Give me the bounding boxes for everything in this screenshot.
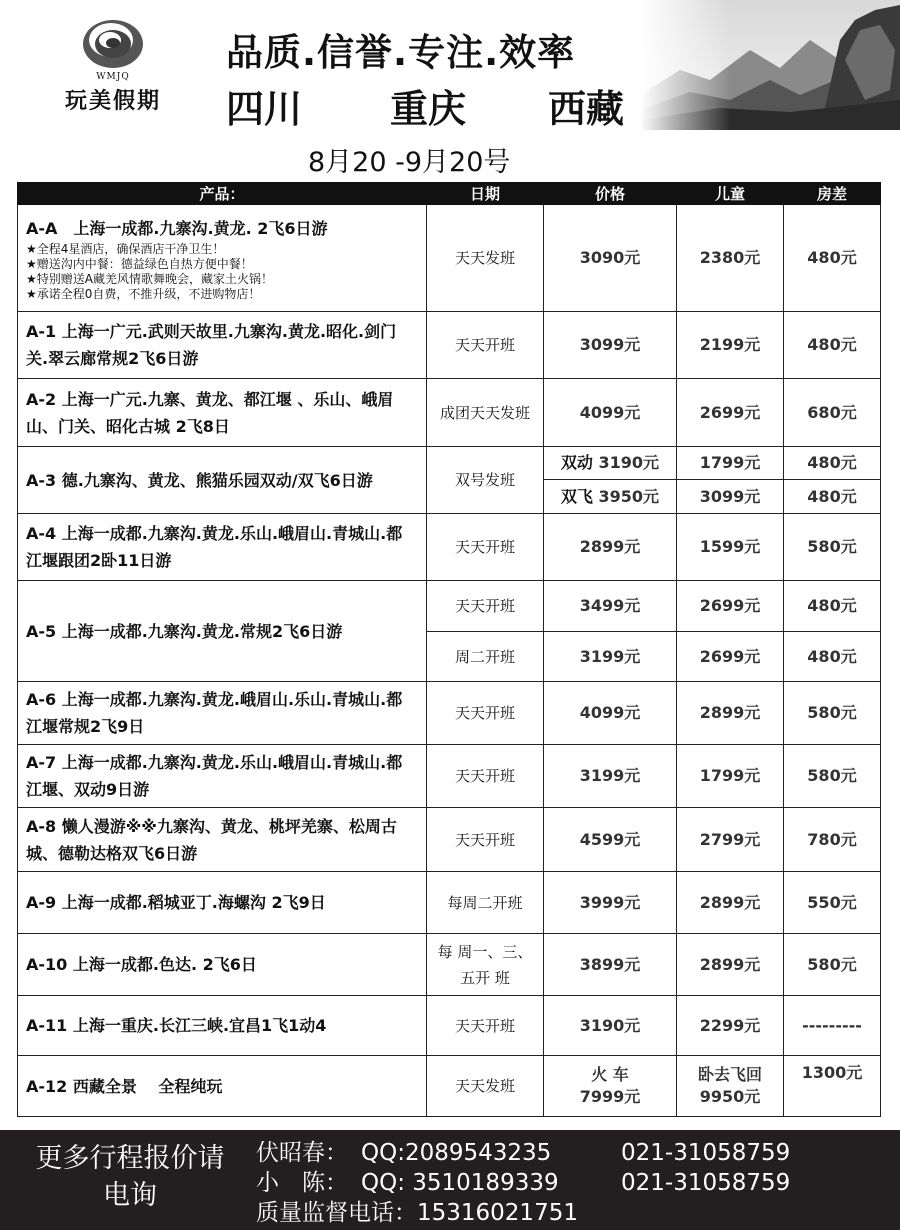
product-title: A-4 上海一成都.九寨沟.黄龙.乐山.峨眉山.青城山.都江堰跟团2卧11日游 bbox=[18, 514, 427, 581]
product-title: A-8 懒人漫游※※九寨沟、黄龙、桃坪羌寨、松周古城、德勒达格双飞6日游 bbox=[18, 808, 427, 872]
contact-name: 小 陈： bbox=[256, 1170, 348, 1196]
child-price-cell: 2199元 bbox=[677, 312, 784, 379]
price-cell: 3199元 bbox=[544, 745, 677, 808]
table-row bbox=[18, 1056, 881, 1117]
price-value: 7999元 bbox=[579, 1087, 641, 1106]
header-room-diff: 房差 bbox=[784, 183, 881, 205]
contact-phone: 021-31058759 bbox=[621, 1140, 791, 1166]
room-diff-cell: 580元 bbox=[784, 745, 881, 808]
price-cell bbox=[544, 447, 677, 480]
table-row bbox=[18, 808, 881, 872]
quality-label: 质量监督电话： bbox=[256, 1200, 417, 1226]
quality-line bbox=[256, 1198, 578, 1228]
table-row bbox=[18, 447, 881, 480]
table-row bbox=[18, 745, 881, 808]
contact-line bbox=[256, 1168, 790, 1198]
product-title: A-A 上海一成都.九寨沟.黄龙. 2飞6日游 bbox=[26, 218, 328, 238]
price-cell: 4599元 bbox=[544, 808, 677, 872]
product-cell bbox=[18, 205, 427, 312]
child-price-cell: 2899元 bbox=[677, 872, 784, 934]
slogan: 品质.信誉.专注.效率 bbox=[226, 31, 576, 74]
child-price-cell: 3099元 bbox=[677, 480, 784, 514]
child-price-cell: 2699元 bbox=[677, 581, 784, 632]
product-note: ★承诺全程0自费，不推升级，不进购物店！ bbox=[26, 286, 261, 301]
product-title: A-1 上海一广元.武则天故里.九寨沟.黄龙.昭化.剑门关.翠云廊常规2飞6日游 bbox=[18, 312, 427, 379]
price-value: 3190元 bbox=[598, 453, 660, 472]
header-product: 产品： bbox=[18, 183, 427, 205]
table-row bbox=[18, 312, 881, 379]
price-cell bbox=[544, 480, 677, 514]
price-label: 火 车 bbox=[591, 1065, 629, 1084]
contact-line bbox=[256, 1138, 790, 1168]
date-cell: 天天开班 bbox=[427, 312, 544, 379]
room-diff-cell: 480元 bbox=[784, 312, 881, 379]
date-cell: 双号发班 bbox=[427, 447, 544, 514]
room-diff-cell: 480元 bbox=[784, 205, 881, 312]
price-cell: 3999元 bbox=[544, 872, 677, 934]
product-title: A-2 上海一广元.九寨、黄龙、都江堰 、乐山、峨眉山、门关、昭化古城 2飞8日 bbox=[18, 379, 427, 447]
child-price-value: 9950元 bbox=[699, 1087, 761, 1106]
room-diff-cell: 580元 bbox=[784, 682, 881, 745]
child-price-cell: 1599元 bbox=[677, 514, 784, 581]
room-diff-cell: 480元 bbox=[784, 480, 881, 514]
child-price-label: 卧去飞回 bbox=[697, 1065, 762, 1084]
logo-chinese-text: 玩美假期 bbox=[64, 88, 161, 114]
table-header-row bbox=[18, 183, 881, 205]
price-cell bbox=[544, 1056, 677, 1117]
regions bbox=[226, 78, 624, 133]
footer bbox=[0, 1130, 900, 1230]
region-chongqing: 重庆 bbox=[390, 87, 467, 131]
table-row bbox=[18, 205, 881, 312]
header bbox=[0, 0, 900, 180]
region-tibet: 西藏 bbox=[548, 87, 625, 131]
mountain-scenery-image bbox=[640, 0, 900, 130]
product-title: A-3 德.九寨沟、黄龙、熊猫乐园双动/双飞6日游 bbox=[18, 447, 427, 514]
room-diff-cell: 550元 bbox=[784, 872, 881, 934]
child-price-cell: 2699元 bbox=[677, 632, 784, 682]
price-value: 3950元 bbox=[598, 486, 660, 506]
price-cell: 2899元 bbox=[544, 514, 677, 581]
table-row bbox=[18, 872, 881, 934]
product-note: ★赠送沟内中餐：德益绿色自热方便中餐！ bbox=[26, 256, 253, 271]
child-price-cell: 2799元 bbox=[677, 808, 784, 872]
date-cell: 天天开班 bbox=[427, 514, 544, 581]
contact-qq: QQ:2089543235 bbox=[361, 1140, 552, 1166]
header-date: 日期 bbox=[427, 183, 544, 205]
child-price-cell: 2699元 bbox=[677, 379, 784, 447]
date-cell: 天天开班 bbox=[427, 682, 544, 745]
price-cell: 3499元 bbox=[544, 581, 677, 632]
date-cell: 天天开班 bbox=[427, 808, 544, 872]
child-price-cell: 2899元 bbox=[677, 934, 784, 996]
child-price-cell: 2299元 bbox=[677, 996, 784, 1056]
child-price-cell: 2899元 bbox=[677, 682, 784, 745]
region-sichuan: 四川 bbox=[226, 87, 303, 131]
contact-name: 伏昭春： bbox=[256, 1140, 348, 1166]
child-price-cell: 1799元 bbox=[677, 447, 784, 480]
price-label: 双飞 bbox=[560, 486, 593, 506]
header-child: 儿童 bbox=[677, 183, 784, 205]
itinerary-table bbox=[17, 182, 881, 1117]
room-diff-cell: 480元 bbox=[784, 581, 881, 632]
price-cell: 3899元 bbox=[544, 934, 677, 996]
child-price-cell: 2380元 bbox=[677, 205, 784, 312]
date-cell: 每 周一、三、五开 班 bbox=[427, 934, 544, 996]
price-cell: 3199元 bbox=[544, 632, 677, 682]
spiral-logo-icon bbox=[81, 14, 145, 70]
date-cell: 每周二开班 bbox=[427, 872, 544, 934]
date-cell: 天天发班 bbox=[427, 1056, 544, 1117]
price-cell: 3090元 bbox=[544, 205, 677, 312]
room-diff-cell: 1300元 bbox=[784, 1056, 881, 1117]
product-title: A-5 上海一成都.九寨沟.黄龙.常规2飞6日游 bbox=[18, 581, 427, 682]
contact-qq: QQ: 3510189339 bbox=[361, 1170, 559, 1196]
room-diff-cell: 580元 bbox=[784, 934, 881, 996]
table-row bbox=[18, 996, 881, 1056]
date-cell: 天天发班 bbox=[427, 205, 544, 312]
quality-phone: 15316021751 bbox=[417, 1200, 578, 1226]
table-row bbox=[18, 682, 881, 745]
room-diff-cell: 680元 bbox=[784, 379, 881, 447]
child-price-cell bbox=[677, 1056, 784, 1117]
price-cell: 4099元 bbox=[544, 682, 677, 745]
date-cell: 天天开班 bbox=[427, 996, 544, 1056]
logo-english-text: WMJQ bbox=[96, 72, 130, 82]
product-title: A-12 西藏全景 全程纯玩 bbox=[18, 1056, 427, 1117]
product-note: ★特别赠送A藏羌风情歌舞晚会，藏家土火锅！ bbox=[26, 271, 273, 286]
date-range: 8月20 -9月20号 bbox=[308, 147, 511, 178]
table-row bbox=[18, 514, 881, 581]
date-cell: 天天开班 bbox=[427, 581, 544, 632]
room-diff-cell: 480元 bbox=[784, 447, 881, 480]
child-price-cell: 1799元 bbox=[677, 745, 784, 808]
table-row bbox=[18, 581, 881, 632]
room-diff-cell: 480元 bbox=[784, 632, 881, 682]
date-cell: 天天开班 bbox=[427, 745, 544, 808]
room-diff-cell: 780元 bbox=[784, 808, 881, 872]
product-title: A-7 上海一成都.九寨沟.黄龙.乐山.峨眉山.青城山.都江堰、双动9日游 bbox=[18, 745, 427, 808]
room-diff-cell: --------- bbox=[784, 996, 881, 1056]
more-info-text: 更多行程报价请电询 bbox=[35, 1143, 225, 1211]
date-cell: 成团天天发班 bbox=[427, 379, 544, 447]
price-cell: 3099元 bbox=[544, 312, 677, 379]
brand-logo bbox=[48, 14, 178, 114]
product-title: A-10 上海一成都.色达. 2飞6日 bbox=[18, 934, 427, 996]
product-note: ★全程4星酒店，确保酒店干净卫生！ bbox=[26, 241, 225, 256]
product-title: A-6 上海一成都.九寨沟.黄龙.峨眉山.乐山.青城山.都江堰常规2飞9日 bbox=[18, 682, 427, 745]
table-row bbox=[18, 379, 881, 447]
product-title: A-9 上海一成都.稻城亚丁.海螺沟 2飞9日 bbox=[18, 872, 427, 934]
contact-phone: 021-31058759 bbox=[621, 1170, 791, 1196]
header-price: 价格 bbox=[544, 183, 677, 205]
price-cell: 3190元 bbox=[544, 996, 677, 1056]
price-cell: 4099元 bbox=[544, 379, 677, 447]
date-cell: 周二开班 bbox=[427, 632, 544, 682]
product-title: A-11 上海一重庆.长江三峡.宜昌1飞1动4 bbox=[18, 996, 427, 1056]
price-label: 双动 bbox=[560, 453, 593, 472]
room-diff-cell: 580元 bbox=[784, 514, 881, 581]
table-row bbox=[18, 934, 881, 996]
